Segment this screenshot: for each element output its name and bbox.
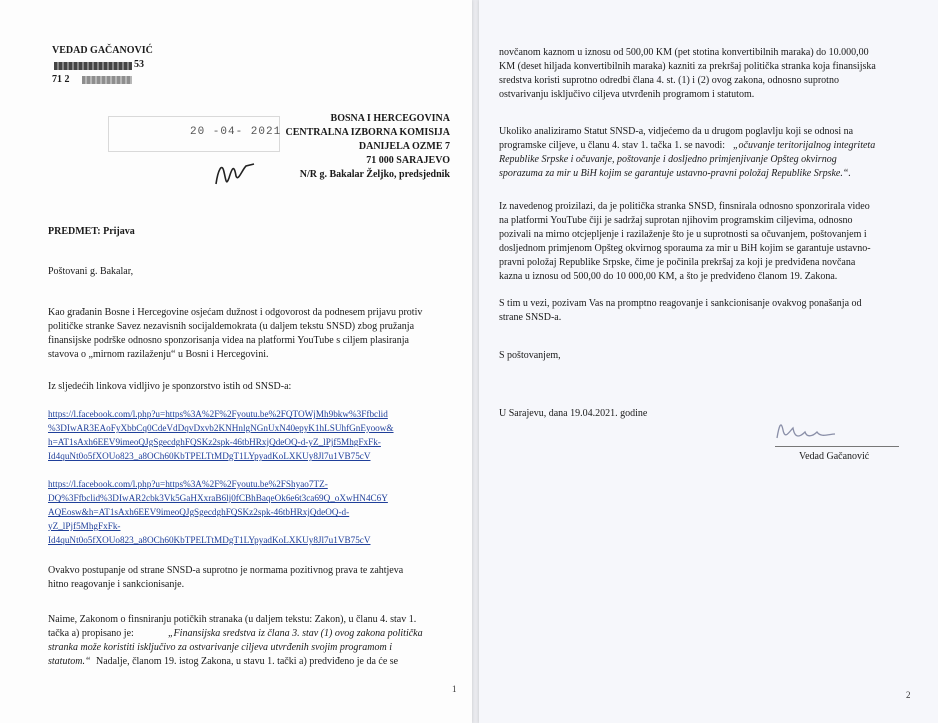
redacted-city bbox=[82, 76, 132, 84]
link-2-line[interactable]: AQEosw&h=AT1sAxh6EEV9imeoQJgSgecdghFQSKz2spk-46tbHRxjQdeOQ-d- bbox=[48, 507, 350, 517]
quote-line: sporazuma za mir u BiH kojim se garantuje ustavno-pravni položaj Republike Srpske.“. bbox=[499, 168, 851, 179]
link-1-line[interactable]: https://l.facebook.com/l.php?u=https%3A%2F%2Fyoutu.be%2FQTOWjMh9bkw%3Ffbclid bbox=[48, 409, 388, 419]
salutation: Poštovani g. Bakalar, bbox=[48, 266, 134, 277]
link-2-line[interactable]: https://l.facebook.com/l.php?u=https%3A%2F%2Fyoutu.be%2FShyao7TZ- bbox=[48, 479, 328, 489]
page-number: 2 bbox=[906, 690, 911, 700]
body-line: finansijske podrške odnosno sponzorisanja videa na platformi YouTube s ciljem plasiranja bbox=[48, 335, 409, 346]
body-line: Ukoliko analiziramo Statut SNSD-a, vidjećemo da u drugom poglavlju koji se odnosi na bbox=[499, 126, 854, 137]
body-line: tačka a) propisano je: bbox=[48, 628, 134, 639]
sender-street-number: 53 bbox=[134, 59, 144, 70]
body-line: dosljednom primjenom Opšteg okvirnog sporauma za mir u BiH kojim se garantuje ustavno- bbox=[499, 243, 871, 254]
signature-icon bbox=[771, 410, 861, 450]
recipient-line: DANIJELA OZME 7 bbox=[358, 141, 450, 152]
body-line: ostvarivanju isključivo ciljeva utvrđenih programom i statutom. bbox=[499, 89, 755, 100]
body-line: novčanom kaznom u iznosu od 500,00 KM (pet stotina konvertibilnih maraka) do 10.000,00 bbox=[499, 47, 869, 58]
body-line: S tim u vezi, pozivam Vas na promptno reagovanje i sankcionisanje ovakvog ponašanja od bbox=[499, 298, 862, 309]
link-2-line[interactable]: DQ%3Ffbclid%3DIwAR2cbk3Vk5GaHXxraB6lj0fCBhBaqeOk6e6t3ca69Q_oXwHN4C6Y bbox=[48, 493, 388, 503]
recipient-line: CENTRALNA IZBORNA KOMISIJA bbox=[285, 127, 450, 138]
quote-line: statutom.“ bbox=[48, 656, 91, 667]
body-line: pozivali na mirno otcjepljenje i razilaženje što je u suprotnosti sa očuvanjem, poštovanjem i bbox=[499, 229, 867, 240]
link-1-line[interactable]: %3DIwAR3EAoFyXbbCq0CdeVdDqvDxvb2KNHnlgNGnUxN40epyK1hLSUhfGnEyoow& bbox=[48, 423, 394, 433]
quote-line: „Finansijska sredstva iz člana 3. stav (1) ovog zakona politička bbox=[168, 628, 423, 639]
recipient-line: 71 000 SARAJEVO bbox=[366, 155, 450, 166]
recipient-line: BOSNA I HERCEGOVINA bbox=[330, 113, 450, 124]
body-line: strane SNSD-a. bbox=[499, 312, 562, 323]
sender-name: VEDAD GAČANOVIĆ bbox=[52, 45, 153, 56]
link-1-line[interactable]: Id4quNt0o5fXOUo823_a8OCh60KbTPELTtMDgT1LYpyadKoLXKUy8Jl7u1VB75cV bbox=[48, 451, 371, 461]
place-date: U Sarajevu, dana 19.04.2021. godine bbox=[499, 408, 648, 419]
recipient-line: N/R g. Bakalar Željko, predsjednik bbox=[299, 169, 450, 180]
signature-line bbox=[775, 446, 899, 447]
body-line: hitno reagovanje i sankcionisanje. bbox=[48, 579, 185, 590]
links-intro: Iz sljedećih linkova vidljivo je sponzorstvo istih od SNSD-a: bbox=[48, 381, 292, 392]
body-line: KM (deset hiljada konvertibilnih maraka) kazniti za prekršaj politička stranka koja finansijska bbox=[499, 61, 876, 72]
signature-name: Vedad Gačanović bbox=[799, 451, 870, 462]
body-line: političke stranke Savez nezavisnih socijaldemokrata (u daljem tekstu SNSD) zbog pružanja bbox=[48, 321, 415, 332]
stamp-date: 20 -04- 2021 bbox=[190, 126, 282, 138]
body-line: na platformi YouTube čiji je sadržaj suprotan njihovim programskim ciljevima, odnosno bbox=[499, 215, 853, 226]
quote-line: stranka može koristiti isključivo za ostvarivanje ciljeva utvrđenih svojim programom i bbox=[48, 642, 393, 653]
body-line: Kao građanin Bosne i Hercegovine osjećam dužnost i odgovorost da podnesem prijavu protiv bbox=[48, 307, 423, 318]
link-2-line[interactable]: Id4quNt0o5fXOUo823_a8OCh60KbTPELTtMDgT1LYpyadKoLXKUy8Jl7u1VB75cV bbox=[48, 535, 371, 545]
page-number: 1 bbox=[452, 684, 457, 694]
body-line: pravni položaj Republike Srpske, čime je počinila prekršaj za koji je predviđena novčana bbox=[499, 257, 856, 268]
quote-line: „očuvanje teritorijalnog integriteta bbox=[733, 140, 876, 151]
link-2-line[interactable]: yZ_lPjf5MhgFxFk- bbox=[48, 521, 121, 531]
closing: S poštovanjem, bbox=[499, 350, 561, 361]
letter-page-2 bbox=[479, 0, 938, 723]
body-line: sredstva koristi suprotno odredbi člana 4. st. (1) i (2) ovog zakona, odnosno suprotno bbox=[499, 75, 839, 86]
body-line: kazna u iznosu od 500,00 do 10 000,00 KM, a što je predviđeno članom 19. Zakona. bbox=[499, 271, 838, 282]
body-line: Naime, Zakonom o finsniranju potičkih stranaka (u daljem tekstu: Zakon), u članu 4. stav 1. bbox=[48, 614, 417, 625]
redacted-street bbox=[54, 62, 132, 70]
quote-line: Republike Srpske i očuvanje, poštovanje i dosljedno primjenjivanje Opšteg okvirnog bbox=[499, 154, 837, 165]
body-line: Ovakvo postupanje od strane SNSD-a suprotno je normama pozitivnog prava te zahtjeva bbox=[48, 565, 404, 576]
link-1-line[interactable]: h=AT1sAxh6EEV9imeoQJgSgecdghFQSKz2spk-46tbHRxjQdeOQ-d-yZ_lPjf5MhgFxFk- bbox=[48, 437, 381, 447]
body-line: Iz navedenog proizilazi, da je politička stranka SNSD, finsnirala odnosno sponzorirala video bbox=[499, 201, 870, 212]
body-line: Nadalje, članom 19. istog Zakona, u stavu 1. tački a) predviđeno je da će se bbox=[96, 656, 399, 667]
handwritten-initials-icon bbox=[212, 150, 272, 190]
body-line: stavova o „mirnom razilaženju“ u Bosni i Hercegovini. bbox=[48, 349, 269, 360]
subject-line: PREDMET: Prijava bbox=[48, 226, 135, 237]
sender-postal-code: 71 2 bbox=[52, 74, 70, 85]
body-line: programske ciljeve, u članu 4. stav 1. tačka 1. se navodi: bbox=[499, 140, 726, 151]
